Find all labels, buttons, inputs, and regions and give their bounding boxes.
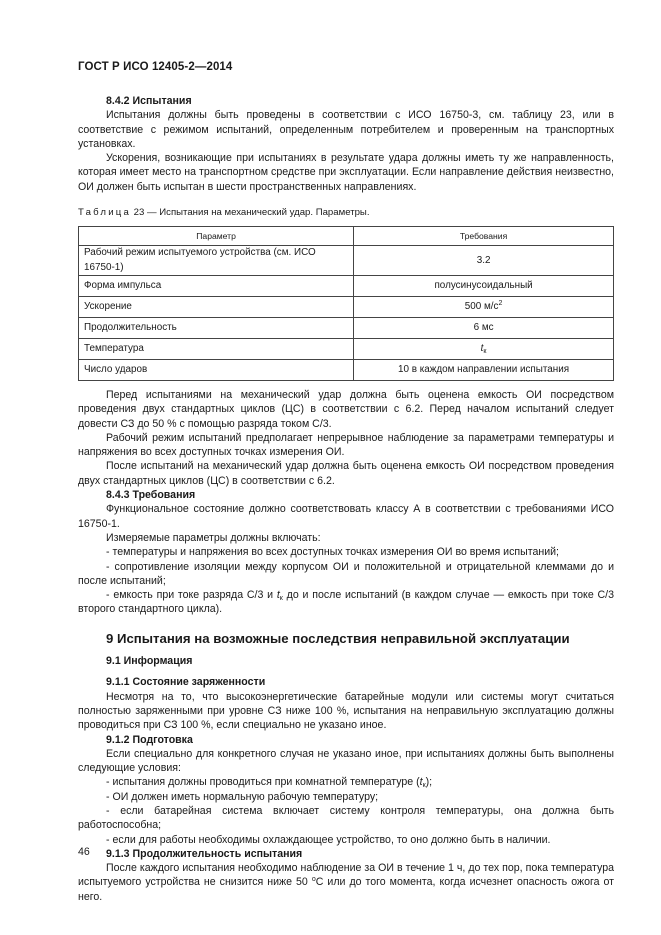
value-text: 500 м/с — [464, 300, 499, 312]
table-row — [79, 317, 614, 338]
list-item — [78, 588, 614, 617]
symbol-t: t — [419, 776, 423, 789]
table-cell-parameter: Форма импульса — [79, 275, 354, 296]
list-item: - ОИ должен иметь нормальную рабочую температуру; — [106, 790, 379, 803]
column-header-parameter: Параметр — [79, 227, 354, 246]
table-cell-value: 6 мс — [354, 317, 614, 338]
list-item-text: - емкость при токе разряда С/3 и — [106, 589, 277, 602]
table-row — [79, 246, 614, 276]
section-heading-8-4-3: 8.4.3 Требования — [106, 489, 196, 502]
paragraph: Измеряемые параметры должны включать: — [106, 531, 321, 544]
table-cell-value: 3.2 — [354, 246, 614, 276]
paragraph: Рабочий режим испытаний предполагает непрерывное наблюдение за параметрами температуры и напряжения во всех доступных точках измерения ОИ. — [78, 431, 614, 459]
table-cell-parameter: Продолжительность — [79, 317, 354, 338]
section-heading-9-1: 9.1 Информация — [106, 655, 193, 668]
value-superscript: 2 — [498, 299, 503, 307]
table-cell-value: полусинусоидальный — [354, 275, 614, 296]
symbol-t: t — [276, 589, 280, 602]
paragraph: Перед испытаниями на механический удар должна быть оценена емкость ОИ посредством проведения двух стандартных циклов (ЦС) в соответствии с 6.2. Перед началом испытаний следует довести СЗ до 50 % с помощью разряда током С/3. — [78, 388, 614, 430]
table-cell-parameter: Температура — [79, 338, 354, 359]
table-header-row — [79, 227, 614, 246]
table-row — [79, 275, 614, 296]
list-item: - температуры и напряжения во всех доступных точках измерения ОИ во время испытаний; — [106, 546, 559, 559]
table-row — [79, 296, 614, 317]
value-subscript: к — [483, 347, 487, 355]
column-header-requirements: Требования — [354, 227, 614, 246]
list-item: - если для работы необходимы охлаждающее устройство, то оно должно быть в наличии. — [106, 833, 551, 846]
paragraph: Если специально для конкретного случая не указано иное, при испытаниях должны быть выполнены следующие условия: — [78, 747, 614, 775]
subscript: к — [422, 782, 426, 790]
list-item-text: до и после испытаний (в каждом случае — емкость при токе С/3 второго стандартного цикла). — [78, 589, 614, 616]
table-cell-parameter: Ускорение — [79, 296, 354, 317]
page-body — [78, 94, 614, 904]
document-header: ГОСТ Р ИСО 12405-2—2014 — [78, 61, 233, 73]
page-number: 46 — [78, 846, 90, 858]
paragraph-text: После каждого испытания необходимо наблюдение за ОИ в течение 1 ч, до тех пор, пока температура испытуемого устройства не снизится ниже 50 — [78, 862, 614, 889]
paragraph: Несмотря на то, что высокоэнергетические батарейные модули или системы могут считаться полностью заряженными при уровне СЗ ниже 100 %, испытания на неправильную эксплуатацию должны проводиться при СЗ 100 %, если специально не указано иное. — [78, 690, 614, 732]
table-cell-value — [354, 338, 614, 359]
table-cell-parameter: Число ударов — [79, 359, 354, 380]
degree-superscript: о — [311, 876, 316, 884]
paragraph: Испытания должны быть проведены в соответствии с ИСО 16750-3, см. таблицу 23, или в соответствие с режимом испытаний, определенным потребителем и проверенным на транспортных установках. — [78, 109, 614, 150]
table-caption-label: Таблица — [78, 207, 132, 219]
value-symbol: t — [480, 342, 484, 354]
list-item: - сопротивление изоляции между корпусом ОИ и положительной и отрицательной клеммами до и после испытаний; — [78, 560, 614, 587]
paragraph: После испытаний на механический удар должна быть оценена емкость ОИ посредством проведения двух стандартных циклов (ЦС) в соответствии с 6.2. — [78, 460, 614, 487]
list-item-text: ); — [425, 776, 433, 789]
shock-test-parameters-table — [78, 226, 614, 381]
table-row — [79, 359, 614, 380]
list-item — [78, 775, 614, 789]
section-heading-9: 9 Испытания на возможные последствия неправильной эксплуатации — [106, 630, 570, 646]
section-heading-8-4-2: 8.4.2 Испытания — [106, 95, 192, 107]
list-item: - если батарейная система включает систему контроля температуры, она должна быть работоспособна; — [78, 804, 614, 832]
section-heading-9-1-3: 9.1.3 Продолжительность испытания — [106, 847, 303, 860]
section-heading-9-1-1: 9.1.1 Состояние заряженности — [106, 676, 266, 689]
paragraph-text: С или до того момента, когда исчезнет опасность ожога от него. — [78, 876, 615, 903]
paragraph — [78, 861, 614, 904]
table-cell-value — [354, 296, 614, 317]
table-caption — [78, 206, 614, 220]
table-row — [79, 338, 614, 359]
table-caption-title: 23 — Испытания на механический удар. Параметры. — [131, 207, 370, 219]
paragraph: Ускорения, возникающие при испытаниях в результате удара должны иметь ту же направленность, которая имеет место на транспортном средстве при эксплуатации. Если направление действия неизвестно, ОИ должен быть испытан в шести пространственных направлениях. — [78, 152, 614, 193]
subscript: к — [279, 595, 283, 603]
table-cell-value: 10 в каждом направлении испытания — [354, 359, 614, 380]
section-heading-9-1-2: 9.1.2 Подготовка — [106, 733, 193, 746]
list-item-text: - испытания должны проводиться при комнатной температуре ( — [106, 776, 420, 789]
table-cell-parameter: Рабочий режим испытуемого устройства (см. ИСО 16750-1) — [79, 246, 354, 276]
paragraph: Функциональное состояние должно соответствовать классу А в соответствии с требованиями ИСО 16750-1. — [78, 503, 614, 530]
